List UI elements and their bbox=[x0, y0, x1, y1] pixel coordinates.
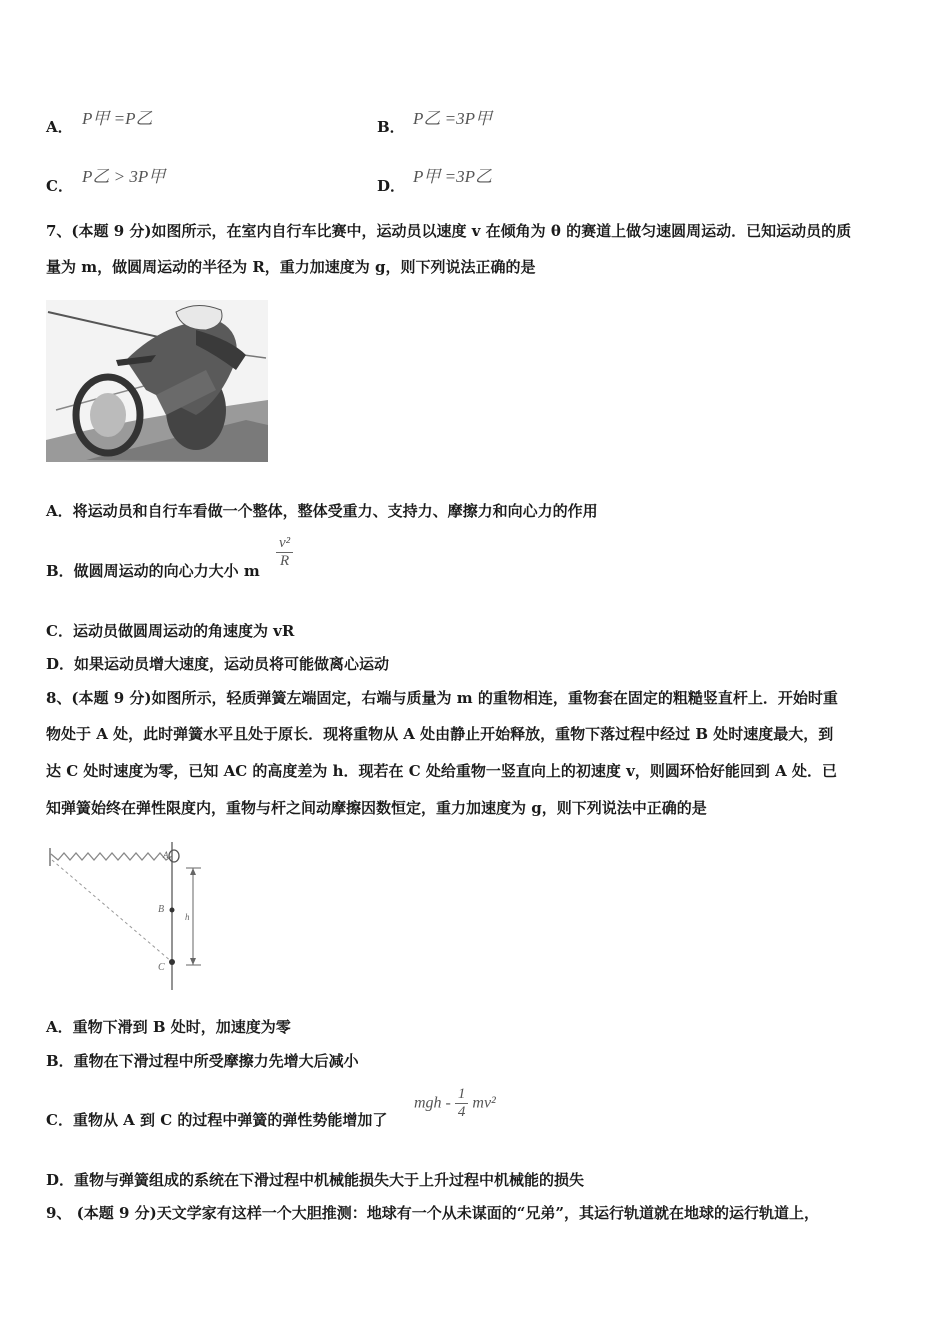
q6-option-b-formula: P乙 =3P甲 bbox=[413, 109, 492, 128]
q7-stem-line1: 7、(本题 9 分)如图所示，在室内自行车比赛中，运动员以速度 v 在倾角为 θ 的赛道上做匀速圆周运动．已知运动员的质 bbox=[46, 222, 852, 240]
point-c bbox=[169, 959, 175, 965]
q8-option-c-formula bbox=[414, 1086, 496, 1121]
q8-stem-line3: 达 C 处时速度为零，已知 AC 的高度差为 h．现若在 C 处给重物一竖直向上的初速度 v，则圆环恰好能回到 A 处．已 bbox=[46, 762, 837, 780]
q8-option-c-denominator: 4 bbox=[457, 1104, 466, 1120]
label-a: A bbox=[163, 850, 169, 860]
q6-option-a-label: A． bbox=[46, 118, 73, 136]
q8-option-c-formula-post: mv² bbox=[472, 1094, 496, 1112]
q7-stem-line2: 量为 m，做圆周运动的半径为 R，重力加速度为 g，则下列说法正确的是 bbox=[46, 258, 536, 276]
q8-option-a: A．重物下滑到 B 处时，加速度为零 bbox=[46, 1018, 291, 1036]
q6-option-c-label: C． bbox=[46, 177, 73, 195]
q7-option-d: D．如果运动员增大速度，运动员将可能做离心运动 bbox=[46, 655, 390, 673]
spring-dashed-position bbox=[52, 860, 172, 962]
label-b: B bbox=[158, 904, 165, 915]
q8-option-c-fraction bbox=[455, 1086, 469, 1121]
q8-option-d: D．重物与弹簧组成的系统在下滑过程中机械能损失大于上升过程中机械能的损失 bbox=[46, 1171, 585, 1189]
q8-option-c-numerator: 1 bbox=[455, 1086, 469, 1104]
q8-stem-line4: 知弹簧始终在弹性限度内，重物与杆之间动摩擦因数恒定，重力加速度为 g，则下列说法中正确的是 bbox=[46, 799, 707, 817]
q8-stem-line2: 物处于 A 处，此时弹簧水平且处于原长．现将重物从 A 处由静止开始释放，重物下落过程中经过 B 处时速度最大，到 bbox=[46, 725, 834, 743]
q7-option-b-denominator: R bbox=[279, 553, 290, 569]
q9-stem-line1: 9、 (本题 9 分)天文学家有这样一个大胆推测：地球有一个从未谋面的“兄弟”，其运行轨道就在地球的运行轨道上， bbox=[46, 1204, 819, 1222]
q7-option-a: A．将运动员和自行车看做一个整体，整体受重力、支持力、摩擦力和向心力的作用 bbox=[46, 502, 598, 520]
q6-option-b-label: B． bbox=[377, 118, 405, 136]
cyclist-photo bbox=[46, 300, 268, 462]
q8-option-c-formula-pre: mgh - bbox=[414, 1094, 451, 1112]
q7-option-b bbox=[46, 560, 260, 581]
ring-a bbox=[169, 850, 179, 862]
q6-option-d-formula: P甲 =3P乙 bbox=[413, 167, 492, 186]
label-h: h bbox=[185, 912, 190, 922]
point-b bbox=[170, 908, 175, 913]
q7-option-b-numerator: v² bbox=[276, 535, 293, 553]
spring bbox=[51, 853, 172, 860]
spring-diagram bbox=[46, 840, 216, 995]
q7-option-b-text: B．做圆周运动的向心力大小 m bbox=[46, 562, 260, 580]
q6-option-c-formula: P乙 > 3P甲 bbox=[82, 167, 166, 186]
q8-option-b: B．重物在下滑过程中所受摩擦力先增大后减小 bbox=[46, 1052, 359, 1070]
q8-option-c: C．重物从 A 到 C 的过程中弹簧的弹性势能增加了 bbox=[46, 1111, 388, 1129]
q6-option-d-label: D． bbox=[377, 177, 406, 195]
q7-option-b-fraction bbox=[276, 535, 293, 570]
label-c: C bbox=[158, 962, 165, 973]
q6-option-a-formula: P甲 =P乙 bbox=[82, 109, 153, 128]
q7-option-c: C．运动员做圆周运动的角速度为 vR bbox=[46, 622, 295, 640]
q8-stem-line1: 8、(本题 9 分)如图所示，轻质弹簧左端固定，右端与质量为 m 的重物相连，重物套在固定的粗糙竖直杆上．开始时重 bbox=[46, 689, 838, 707]
